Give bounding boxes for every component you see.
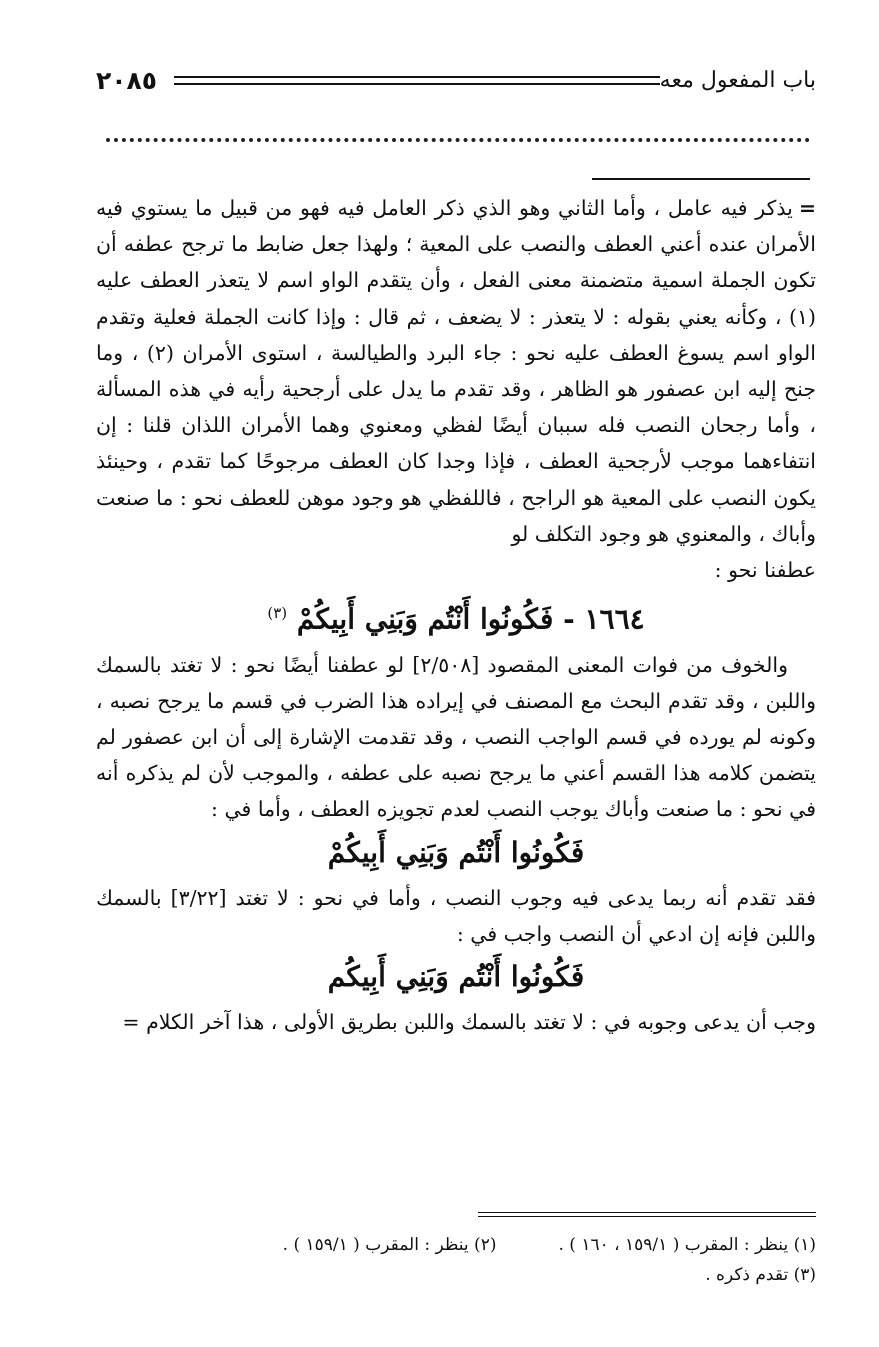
- verse-3: فَكُونُوا أَنْتُم وَبَنِي أَبِيكُم: [327, 959, 585, 993]
- page-number: ٢٠٨٥: [96, 66, 158, 95]
- verse-1-footnote-ref: (٣): [267, 604, 288, 623]
- footnote-continuation-rule: [592, 178, 810, 180]
- verse-2: فَكُونُوا أَنْتُم وَبَنِي أَبِيكُمْ: [327, 835, 585, 869]
- footnote-3: (٣) تقدم ذكره .: [705, 1265, 816, 1285]
- header-double-rule: [174, 76, 660, 85]
- paragraph-1-end: عطفنا نحو :: [714, 558, 816, 583]
- footnote-separator: [478, 1212, 816, 1217]
- verse-1-number: ١٦٦٤ -: [563, 602, 645, 636]
- footnote-row-2: [96, 1260, 816, 1290]
- footnote-2: (٢) ينظر : المقرب ( ١٥٩/١ ) .: [282, 1235, 497, 1255]
- footnotes: [96, 1230, 816, 1290]
- chapter-title: باب المفعول معه: [659, 68, 816, 93]
- continuation-mark: =: [798, 196, 816, 220]
- paragraph-3: فقد تقدم أنه ربما يدعى فيه وجوب النصب ، وأما في نحو : لا تغتد [٣/٢٢] بالسمك واللبن فإنه إن ادعي أن النصب واجب في :: [96, 885, 816, 946]
- paragraph-1: [96, 190, 816, 552]
- verse-1: [96, 590, 816, 642]
- dotted-separator: [106, 138, 810, 142]
- footnote-1: (١) ينظر : المقرب ( ١٥٩/١ ، ١٦٠ ) .: [558, 1235, 816, 1255]
- footnote-row-1: [96, 1230, 816, 1260]
- paragraph-4: وجب أن يدعى وجوبه في : لا تغتد بالسمك واللبن بطريق الأولى ، هذا آخر الكلام =: [122, 1009, 816, 1034]
- paragraph-2: والخوف من فوات المعنى المقصود [٢/٥٠٨] لو عطفنا أيضًا نحو : لا تغتد بالسمك واللبن ، وقد تقدم البحث مع المصنف في إيراده هذا الضرب في قسم ما يرجح نصبه ، وكونه لم يورده في قسم الواجب النصب ، وقد تقدمت الإشارة إلى أن ابن عصفور لم يتضمن كلامه هذا القسم أعني ما يرجح نصبه على عطفه ، والموجب لأن لم يذكره أنه في نحو : ما صنعت وأباك يوجب النصب لعدم تجويزه العطف ، وأما في :: [96, 652, 816, 822]
- main-text: [96, 190, 816, 1040]
- paragraph-1-text: يذكر فيه عامل ، وأما الثاني وهو الذي ذكر العامل فيه فهو من قبيل ما يستوي فيه الأمران عنده أعني العطف والنصب على المعية ؛ ولهذا جعل ضابط ما ترجح عطفه أن تكون الجملة اسمية متضمنة معنى الفعل ، وأن يتقدم الواو اسم لا يتعذر العطف عليه (١) ، وكأنه يعني بقوله : لا يتعذر : لا يضعف ، ثم قال : وإذا كانت الجملة فعلية وتقدم الواو اسم يسوغ العطف عليه نحو : جاء البرد والطيالسة ، استوى الأمران (٢) ، وما جنح إليه ابن عصفور هو الظاهر ، وقد تقدم ما يدل على أرجحية رأيه في هذه المسألة ، وأما رجحان النصب فله سببان أيضًا لفظي ومعنوي وهما الأمران اللذان قلنا : إن انتفاءهما موجب لأرجحية العطف ، فإذا وجدا كان العطف مرجوحًا كما تقدم ، وحينئذ يكون النصب على المعية هو الراجح ، فاللفظي هو وجود موهن للعطف نحو : ما صنعت وأباك ، والمعنوي هو وجود التكلف لو: [96, 196, 816, 546]
- verse-1-text: فَكُونُوا أَنْتُم وَبَنِي أَبِيكُمْ: [296, 602, 554, 636]
- running-header: [96, 66, 816, 96]
